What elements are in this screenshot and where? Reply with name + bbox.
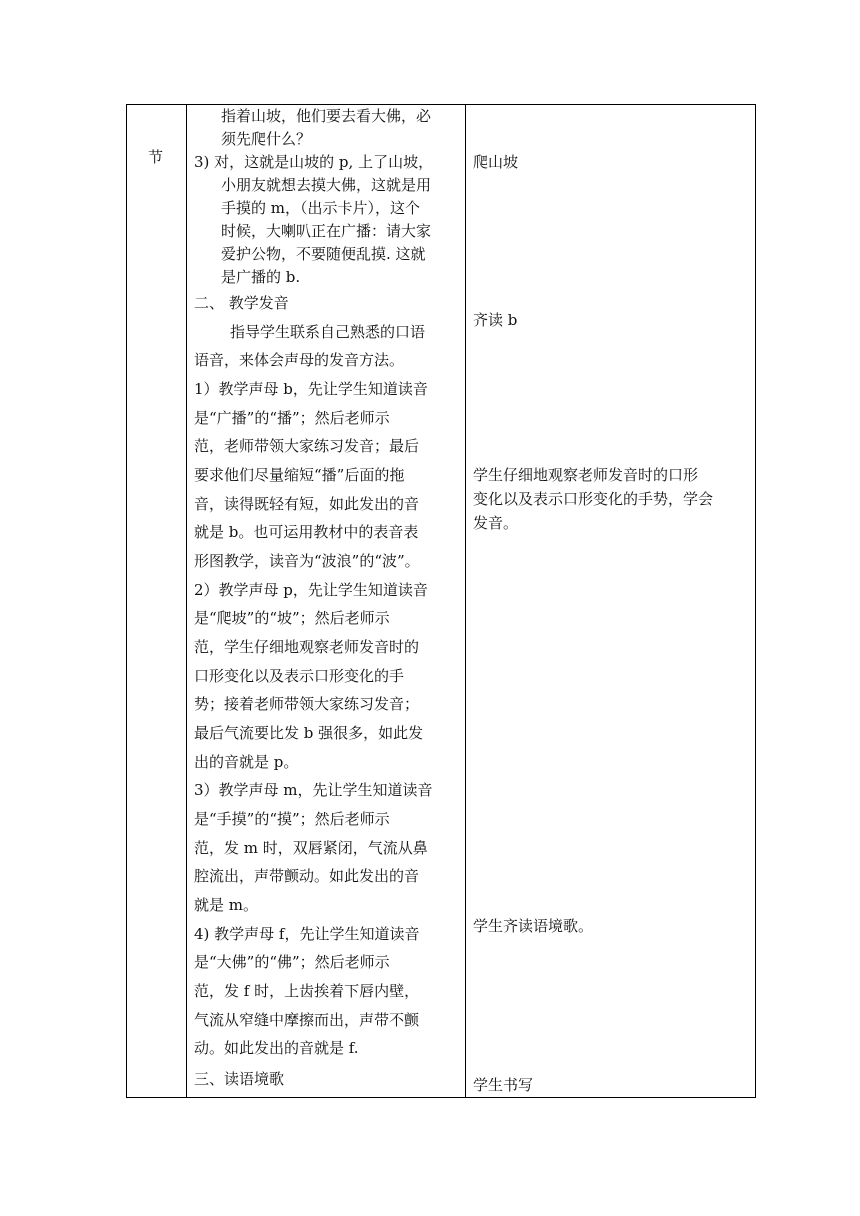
text-line: 时候，大喇叭正在广播：请大家 — [221, 222, 432, 240]
section-label: 节 — [148, 148, 164, 166]
text-line: 出的音就是 p。 — [194, 753, 299, 771]
activity-text: 齐读 b — [473, 311, 518, 329]
text-line: 动。如此发出的音就是 f. — [194, 1039, 359, 1057]
text-line: 是“爬坡”的“坡”；然后老师示 — [194, 609, 390, 627]
text-line: 范，学生仔细地观察老师发音时的 — [194, 638, 420, 656]
text-line: 范，发 m 时，双唇紧闭，气流从鼻 — [194, 839, 428, 857]
text-line: 2）教学声母 p，先让学生知道读音 — [194, 581, 428, 599]
text-line: 手摸的 m，（出示卡片），这个 — [221, 199, 420, 217]
text-line: 音，读得既轻有短，如此发出的音 — [194, 495, 420, 513]
text-line: 要求他们尽量缩短“播”后面的拖 — [194, 466, 405, 484]
activity-text: 变化以及表示口形变化的手势，学会 — [473, 490, 714, 508]
text-line: 3）教学声母 m，先让学生知道读音 — [194, 781, 433, 799]
text-line: 语音，来体会声母的发音方法。 — [194, 351, 405, 369]
text-line: 气流从窄缝中摩擦而出，声带不颤 — [194, 1011, 420, 1029]
activity-text: 学生齐读语境歌。 — [473, 917, 594, 935]
text-line: 4) 教学声母 f，先让学生知道读音 — [194, 925, 420, 943]
text-line: 是“大佛”的“佛”；然后老师示 — [194, 953, 390, 971]
text-line: 小朋友就想去摸大佛，这就是用 — [221, 176, 432, 194]
text-line: 就是 m。 — [194, 896, 258, 914]
text-line: 范，老师带领大家练习发音；最后 — [194, 437, 420, 455]
text-line: 最后气流要比发 b 强很多，如此发 — [194, 724, 424, 742]
text-line: 指着山坡，他们要去看大佛，必 — [221, 107, 432, 125]
text-line: 须先爬什么？ — [221, 130, 312, 148]
text-line: 是“手摸”的“摸”；然后老师示 — [194, 810, 390, 828]
text-line: 是“广播”的“播”；然后老师示 — [194, 409, 390, 427]
activity-text: 发音。 — [473, 514, 519, 532]
text-line: 范，发 f 时，上齿挨着下唇内壁， — [194, 982, 420, 1000]
section-heading: 二、 教学发音 — [194, 294, 289, 312]
text-line: 1）教学声母 b，先让学生知道读音 — [194, 380, 428, 398]
text-line: 势；接着老师带领大家练习发音； — [194, 695, 420, 713]
text-line: 就是 b。也可运用教材中的表音表 — [194, 523, 419, 541]
text-line: 腔流出，声带颤动。如此发出的音 — [194, 867, 420, 885]
activity-text: 学生书写 — [473, 1076, 534, 1094]
text-line: 形图教学，读音为“波浪”的“波”。 — [194, 552, 420, 570]
text-line: 指导学生联系自己熟悉的口语 — [230, 323, 426, 341]
text-line: 3) 对，这就是山坡的 p, 上了山坡， — [194, 153, 434, 171]
section-heading: 三、读语境歌 — [194, 1070, 285, 1088]
text-line: 爱护公物，不要随便乱摸. 这就 — [221, 245, 426, 263]
text-line: 口形变化以及表示口形变化的手 — [194, 667, 405, 685]
activity-text: 学生仔细地观察老师发音时的口形 — [473, 466, 699, 484]
activity-text: 爬山坡 — [473, 153, 519, 171]
text-line: 是广播的 b. — [221, 268, 301, 286]
column-divider — [186, 105, 187, 1097]
column-divider — [465, 105, 466, 1097]
